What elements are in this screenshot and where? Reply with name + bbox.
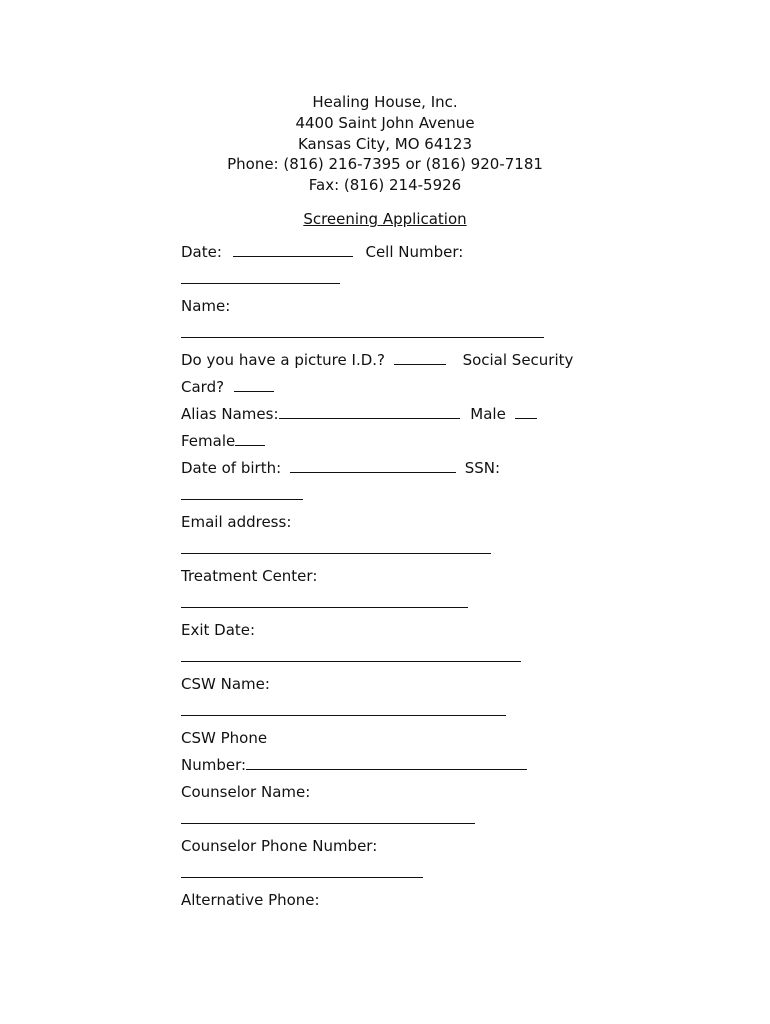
email-label: Email address:	[181, 513, 292, 531]
screening-form	[181, 242, 601, 917]
email-line	[181, 539, 601, 566]
row-name	[181, 296, 601, 323]
dob-field[interactable]	[290, 458, 456, 473]
row-picture-id	[181, 350, 601, 377]
row-counselor-name	[181, 782, 601, 809]
counselor-phone-label: Counselor Phone Number:	[181, 837, 378, 855]
cell-number-field[interactable]	[181, 269, 340, 284]
treatment-center-label: Treatment Center:	[181, 567, 318, 585]
counselor-name-line	[181, 809, 601, 836]
org-name: Healing House, Inc.	[312, 93, 458, 111]
social-security-label: Social Security	[462, 351, 574, 369]
date-field[interactable]	[233, 242, 353, 257]
ssn-line	[181, 485, 601, 512]
row-email	[181, 512, 601, 539]
csw-name-line	[181, 701, 601, 728]
counselor-phone-field[interactable]	[181, 863, 423, 878]
row-csw-phone	[181, 728, 601, 755]
date-label: Date:	[181, 243, 222, 261]
alternative-phone-label: Alternative Phone:	[181, 891, 320, 909]
row-date-cell	[181, 242, 601, 269]
name-line	[181, 323, 601, 350]
phone-line: Phone: (816) 216-7395 or (816) 920-7181	[227, 155, 543, 174]
exit-date-field[interactable]	[181, 647, 521, 662]
alias-field[interactable]	[279, 404, 460, 419]
exit-line	[181, 647, 601, 674]
treatment-line	[181, 593, 601, 620]
treatment-center-field[interactable]	[181, 593, 468, 608]
row-csw-phone-number	[181, 755, 601, 782]
cell-number-label: Cell Number:	[365, 243, 464, 261]
name-field[interactable]	[181, 323, 544, 338]
row-dob	[181, 458, 601, 485]
picture-id-field[interactable]	[394, 350, 446, 365]
csw-phone-number-label: Number:	[181, 756, 247, 774]
female-field[interactable]	[235, 431, 265, 446]
female-label: Female	[181, 432, 236, 450]
row-ss-card	[181, 377, 601, 404]
male-label: Male	[470, 405, 506, 423]
csw-name-label: CSW Name:	[181, 675, 270, 693]
fax-line: Fax: (816) 214-5926	[308, 176, 462, 195]
csw-phone-field[interactable]	[246, 755, 527, 770]
address-line-2: Kansas City, MO 64123	[297, 134, 473, 153]
row-treatment	[181, 566, 601, 593]
counselor-phone-line	[181, 863, 601, 890]
ss-card-label: Card?	[181, 378, 225, 396]
counselor-name-label: Counselor Name:	[181, 783, 311, 801]
email-field[interactable]	[181, 539, 491, 554]
row-exit	[181, 620, 601, 647]
row-alias	[181, 404, 601, 431]
form-title: Screening Application	[303, 210, 467, 228]
picture-id-label: Do you have a picture I.D.?	[181, 351, 385, 369]
form-title-wrap	[0, 209, 770, 229]
row-female	[181, 431, 601, 458]
male-field[interactable]	[515, 404, 537, 419]
ssn-label: SSN:	[464, 459, 501, 477]
counselor-name-field[interactable]	[181, 809, 475, 824]
row-alt-phone	[181, 890, 601, 917]
dob-label: Date of birth:	[181, 459, 282, 477]
csw-phone-label: CSW Phone	[181, 729, 268, 747]
address-line-1: 4400 Saint John Avenue	[295, 113, 475, 132]
letterhead	[0, 92, 770, 196]
csw-name-field[interactable]	[181, 701, 506, 716]
name-label: Name:	[181, 297, 231, 315]
alias-label: Alias Names:	[181, 405, 279, 423]
cell-number-line	[181, 269, 601, 296]
row-counselor-phone	[181, 836, 601, 863]
exit-date-label: Exit Date:	[181, 621, 256, 639]
ss-card-field[interactable]	[234, 377, 274, 392]
row-csw-name	[181, 674, 601, 701]
ssn-field[interactable]	[181, 485, 303, 500]
